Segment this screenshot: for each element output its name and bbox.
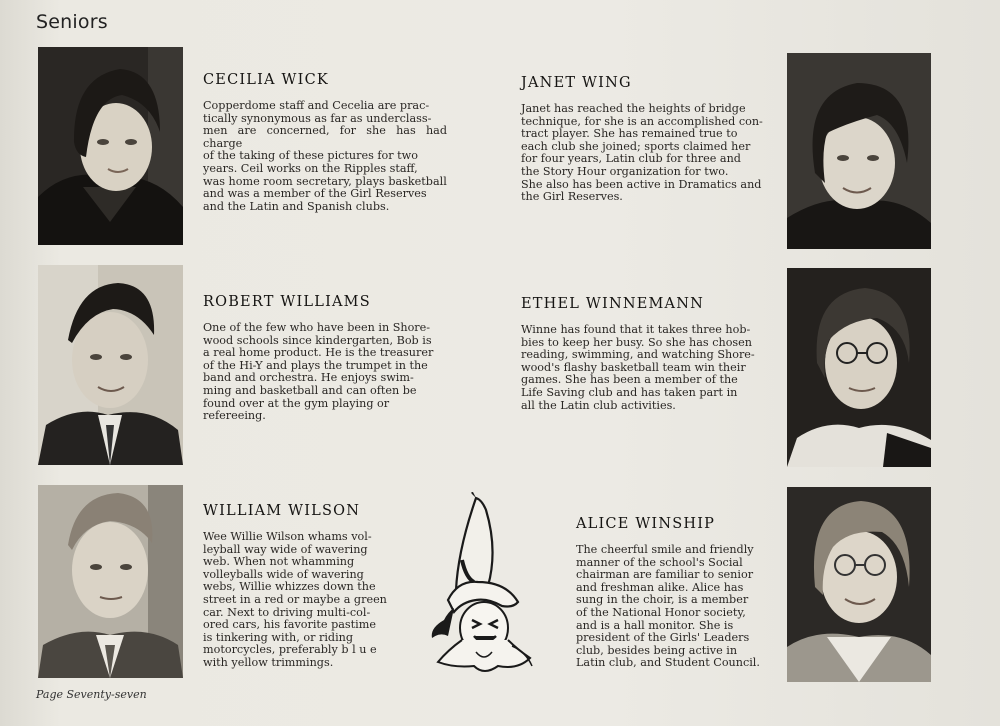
student-name: JANET WING	[521, 75, 632, 91]
portrait-alice-winship	[787, 487, 931, 682]
portrait-william-wilson	[38, 485, 183, 678]
gnome-mascot-illustration	[418, 490, 542, 676]
student-name: ROBERT WILLIAMS	[203, 294, 371, 310]
section-title: Seniors	[36, 11, 108, 33]
student-name: ALICE WINSHIP	[576, 516, 716, 532]
page-number-footer: Page Seventy-seven	[36, 688, 147, 701]
portrait-cecilia-wick	[38, 47, 183, 245]
portrait-ethel-winnemann	[787, 268, 931, 467]
entry-william-wilson	[203, 503, 391, 670]
entry-cecilia-wick	[203, 72, 447, 213]
entry-robert-williams	[203, 294, 447, 423]
student-bio: One of the few who have been in Shore- wood schools since kindergarten, Bob is a real home product. He is the treasurer of the Hi-Y and plays the trumpet in the band and orchestra. He enjoys swim- ming and basketball and can often be found over at the gym playing or refereeing.	[203, 321, 434, 423]
student-bio: Wee Willie Wilson whams vol- leyball way wide of wavering web. When not whamming volleyballs wide of wavering webs, Willie whizzes down the street in a red or maybe a green car. Next to driving multi-col- ored cars, his favorite pastime is tinkering with, or riding motorcycles, preferably b l u e with yellow trimmings.	[203, 530, 387, 669]
student-name: CECILIA WICK	[203, 72, 329, 88]
student-bio: The cheerful smile and friendly manner of the school's Social chairman are familiar to senior and freshman alike. Alice has sung in the choir, is a member of the National Honor society, and is a hall monitor. She is president of the Girls' Leaders club, besides being active in Latin club, and Student Council.	[576, 543, 760, 670]
portrait-robert-williams	[38, 265, 183, 465]
portrait-janet-wing	[787, 53, 931, 249]
entry-janet-wing	[521, 75, 765, 204]
student-name: WILLIAM WILSON	[203, 503, 361, 519]
entry-alice-winship	[576, 516, 766, 670]
student-bio: Winne has found that it takes three hob- bies to keep her busy. So she has chosen reading, swimming, and watching Shore- wood's flashy basketball team win their games. She has been a member of the Life Saving club and has taken part in all the Latin club activities.	[521, 323, 755, 412]
student-bio: Copperdome staff and Cecelia are prac- tically synonymous as far as underclass- men are concerned, for she has had charge of the taking of these pictures for two years. Ceil works on the Ripples staff, was home room secretary, plays basketball and was a member of the Girl Reserves and the Latin and Spanish clubs.	[203, 99, 447, 213]
student-name: ETHEL WINNEMANN	[521, 296, 705, 312]
student-bio: Janet has reached the heights of bridge technique, for she is an accomplished con- tract player. She has remained true to each club she joined; sports claimed her for four years, Latin club for three and the Story Hour organization for two. She also has been active in Dramatics and the Girl Reserves.	[521, 102, 763, 204]
entry-ethel-winnemann	[521, 296, 765, 412]
